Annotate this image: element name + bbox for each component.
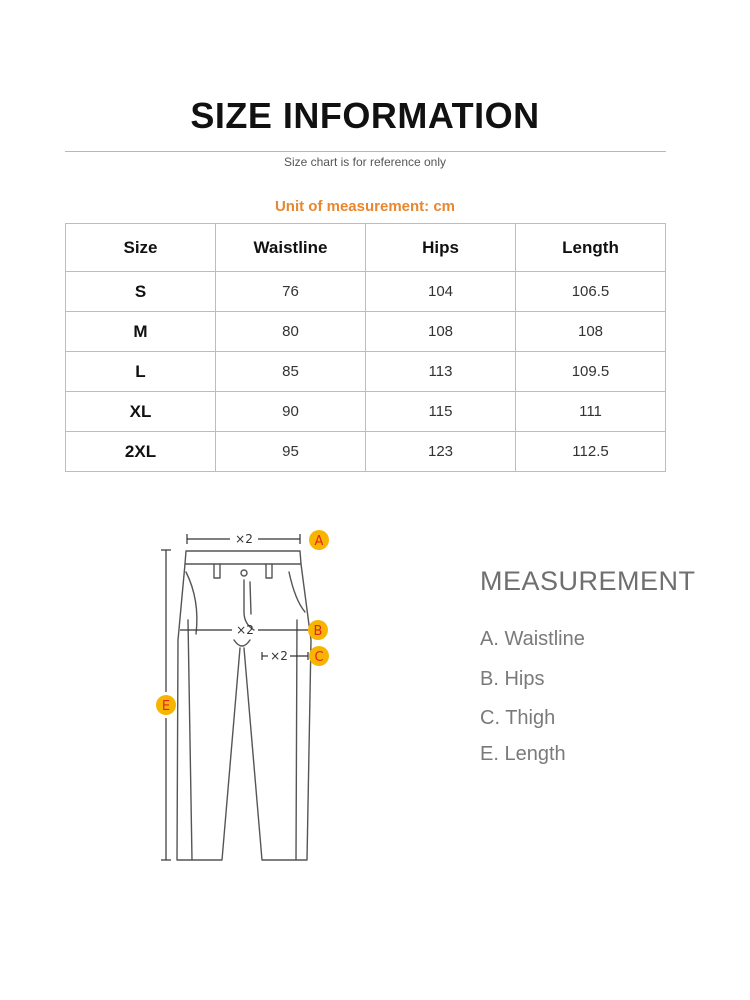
waistline-cell: 95 [216,432,366,472]
length-cell: 109.5 [516,352,666,392]
badge-c [309,646,329,666]
size-cell: XL [66,392,216,432]
size-cell: L [66,352,216,392]
measurement-item-hips: B. Hips [480,668,545,690]
length-cell: 106.5 [516,272,666,312]
table-row [66,272,666,312]
thigh-multiplier-label: ×2 [270,649,288,663]
length-cell: 111 [516,392,666,432]
waistline-cell: 80 [216,312,366,352]
badge-a [309,530,329,550]
measurement-heading: MEASUREMENT [480,566,696,596]
badge-c-label: C [314,650,324,665]
size-cell: M [66,312,216,352]
measurement-item-thigh: C. Thigh [480,707,556,729]
measurement-item-waistline: A. Waistline [480,628,585,650]
hips-cell: 123 [366,432,516,472]
waistline-cell: 90 [216,392,366,432]
hips-cell: 104 [366,272,516,312]
page-title: SIZE INFORMATION [190,95,540,136]
column-header: Hips [366,224,516,272]
waist-multiplier-label: ×2 [235,532,253,546]
badge-b-label: B [313,624,323,639]
table-header-row [66,224,666,272]
column-header: Size [66,224,216,272]
length-cell: 108 [516,312,666,352]
size-cell: S [66,272,216,312]
size-cell: 2XL [66,432,216,472]
pants-diagram [140,515,350,875]
hips-multiplier-label: ×2 [236,623,254,637]
table-row [66,392,666,432]
unit-note: Unit of measurement: cm [274,198,456,215]
length-cell: 112.5 [516,432,666,472]
column-header: Waistline [216,224,366,272]
hips-cell: 113 [366,352,516,392]
waistline-cell: 85 [216,352,366,392]
table-row [66,352,666,392]
waistline-cell: 76 [216,272,366,312]
title-divider [65,151,666,152]
column-header: Length [516,224,666,272]
measurement-item-length: E. Length [480,743,566,765]
hips-cell: 108 [366,312,516,352]
table-row [66,312,666,352]
table-row [66,432,666,472]
badge-e-label: E [161,699,171,714]
badge-e [156,695,176,715]
badge-b [308,620,328,640]
reference-note: Size chart is for reference only [283,155,447,169]
size-table [65,223,666,472]
hips-cell: 115 [366,392,516,432]
badge-a-label: A [314,534,324,549]
